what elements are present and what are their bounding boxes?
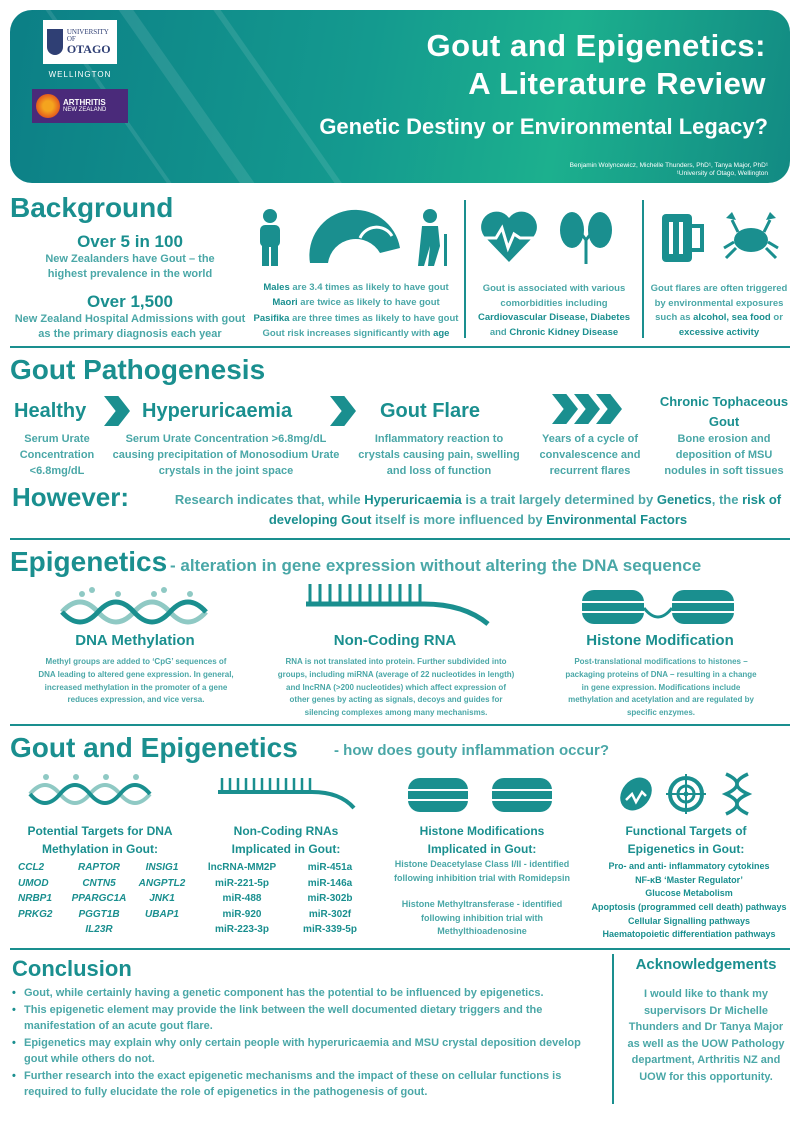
gout-epigenetics-heading: Gout and Epigenetics	[10, 732, 298, 763]
list-item: • Epigenetics may explain why only certain people with hyperuricaemia and MSU crystal deposition develop gout while others do not.	[12, 1036, 604, 1068]
dna-methylation-icon	[30, 772, 150, 806]
flare-triggers-text: Gout flares are often triggered by environmental exposures such as alcohol, sea food or excessive activity	[650, 283, 788, 339]
comorbidities-text: Gout is associated with various comorbidities including Cardiovascular Disease, Diabetes and Chronic Kidney Disease	[477, 283, 631, 339]
spiral-shell-icon	[300, 208, 406, 268]
however-text: Research indicates that, while Hyperuricaemia is a trait largely determined by Genetics, the risk of developing Gout itself is more influenced by Environmental Factors	[174, 492, 782, 528]
dna-methylation-text: Methyl groups are added to ‘CpG’ sequences of DNA leading to altered gene expression. In general, increased methylation in the promoter of a gene reduces expression, and vice versa.	[38, 657, 234, 705]
dna-targets-list-b: RAPTOR CNTN5 PPARGC1A PGGT1B IL23R	[71, 862, 127, 935]
male-person-icon	[254, 208, 290, 268]
wellington-label: WELLINGTON	[48, 70, 112, 79]
list-item: • Further research into the exact epigenetic mechanisms and the impact of these on cellular functions is required to fully elucidate the role of epigenetics in the pathogenesis of gout.	[12, 1069, 604, 1101]
histone-targets-title: Histone Modifications Implicated in Gout:	[419, 824, 545, 856]
conclusion-heading: Conclusion	[12, 956, 132, 981]
histone-targets-text-2: Histone Methyltransferase - identified following inhibition trial with Methylthioadenosine	[401, 899, 563, 936]
section-divider	[10, 948, 790, 950]
elderly-person-icon	[412, 208, 458, 268]
histone-modification-title: Histone Modification	[586, 632, 734, 649]
list-item: • Gout, while certainly having a genetic component has the potential to be influenced by epigenetics.	[12, 986, 604, 1002]
functional-targets-list: Pro- and anti- inflammatory cytokines NF-κB ‘Master Regulator’ Glucose Metabolism Apoptosis (programmed cell death) pathways Cellular Signalling pathways Haematopoietic differentiation pathways	[591, 861, 787, 940]
otago-logo: UNIVERSITY OF OTAGO	[43, 20, 117, 64]
divider	[464, 200, 466, 338]
histone-modification-text: Post-translational modifications to histones – packaging proteins of DNA – resulting in a change in gene expression. Modifications include methylation and acetylation and are regulated by specific enzymes.	[565, 657, 757, 718]
ncrna-list-b: miR-451a miR-146a miR-302b miR-302f miR-339-5p	[303, 862, 357, 935]
however-label: However:	[12, 482, 130, 512]
dna-targets-list-c: INSIG1 ANGPTL2 JNK1 UBAP1	[138, 862, 186, 920]
title-line-1: Gout and Epigenetics:	[426, 28, 766, 63]
histone-targets-text-1: Histone Deacetylase Class I/II - identified following inhibition trial with Romidepsin	[394, 859, 570, 883]
section-divider	[10, 724, 790, 726]
header-banner	[10, 10, 790, 183]
chevron-right-icon	[330, 396, 356, 426]
functional-targets-title: Functional Targets of Epigenetics in Gout:	[625, 824, 747, 856]
risk-factors-text: Males are 3.4 times as likely to have gout Maori are twice as likely to have gout Pasifika are three times as likely to have gout Gout risk increases significantly with age	[253, 282, 459, 340]
crab-icon	[722, 208, 780, 264]
heart-ecg-icon	[478, 208, 540, 264]
section-divider	[10, 538, 790, 540]
stage-gout-flare: Gout Flare	[380, 400, 481, 422]
ncrna-title: Non-Coding RNAs Implicated in Gout:	[231, 824, 341, 856]
histone-icon	[582, 586, 738, 628]
title-line-2: A Literature Review	[468, 66, 766, 101]
histone-icon	[408, 776, 556, 816]
acknowledgements-heading: Acknowledgements	[635, 956, 777, 973]
epigenetics-tagline: - alteration in gene expression without altering the DNA sequence	[170, 556, 702, 575]
flower-icon	[36, 94, 60, 118]
logo-group	[32, 20, 128, 180]
dna-helix-icon	[722, 772, 752, 816]
beer-mug-icon	[660, 212, 704, 264]
non-coding-rna-title: Non-Coding RNA	[333, 632, 457, 649]
dna-targets-title: Potential Targets for DNA Methylation in Gout:	[27, 824, 173, 856]
dna-targets-list-a: CCL2 UMOD NRBP1 PRKG2	[18, 862, 53, 920]
chevron-right-icon	[104, 396, 130, 426]
background-heading: Background	[10, 192, 174, 223]
target-icon	[666, 774, 706, 814]
subtitle: Genetic Destiny or Environmental Legacy?	[319, 114, 768, 139]
crest-icon	[47, 29, 63, 55]
rna-strand-icon	[216, 778, 356, 812]
stage-healthy: Healthy	[14, 400, 87, 422]
mitochondria-icon	[616, 774, 656, 814]
stage-hyperuricaemia-text: Serum Urate Concentration >6.8mg/dL causing precipitation of Monosodium Urate crystals in the joint space	[112, 433, 340, 477]
divider	[612, 954, 614, 1104]
stage-hyperuricaemia: Hyperuricaemia	[142, 400, 293, 422]
divider	[642, 200, 644, 338]
list-item: • This epigenetic element may provide the link between the well documented dietary triggers and the manifestation of an acute gout flare.	[12, 1003, 604, 1035]
stage-cycle-text: Years of a cycle of convalescence and recurrent flares	[539, 433, 641, 477]
conclusion-list	[12, 986, 604, 1102]
acknowledgements-text: I would like to thank my supervisors Dr Michelle Thunders and Dr Tanya Major as well as the UOW Pathology department, Arthritis NZ and UOW for this opportunity.	[627, 988, 785, 1083]
stat-admissions: Over 1,500 New Zealand Hospital Admissions with gout as the primary diagnosis each year	[14, 292, 246, 341]
ncrna-list-a: lncRNA-MM2P miR-221-5p miR-488 miR-920 miR-223-3p	[207, 862, 277, 935]
stage-gout-flare-text: Inflammatory reaction to crystals causing pain, swelling and loss of function	[358, 433, 520, 477]
epigenetics-heading: Epigenetics	[10, 546, 168, 577]
kidneys-icon	[558, 208, 614, 264]
stage-chronic-tophaceous: Chronic Tophaceous Gout	[659, 394, 789, 429]
dna-methylation-icon	[62, 588, 212, 624]
dna-methylation-title: DNA Methylation	[75, 632, 195, 649]
authors: Benjamin Wolyncewicz, Michelle Thunders, PhD¹, Tanya Major, PhD¹ ¹University of Otago, Wellington	[569, 162, 768, 177]
stage-chronic-text: Bone erosion and deposition of MSU nodules in soft tissues	[664, 433, 784, 477]
stage-healthy-text: Serum Urate Concentration <6.8mg/dL	[19, 433, 95, 477]
section-divider	[10, 346, 790, 348]
rna-strand-icon	[304, 584, 490, 628]
non-coding-rna-text: RNA is not translated into protein. Further subdivided into groups, including miRNA (average of 22 nucleotides in length) and lncRNA (>200 nucleotides) which affect expression of other genes by acting as signals, decoys and guides for silencing complexes among many mechanisms.	[277, 657, 515, 718]
chevron-right-icon	[552, 394, 578, 424]
arthritis-nz-logo: ARTHRITIS NEW ZEALAND	[32, 89, 128, 123]
stat-prevalence: Over 5 in 100 New Zealanders have Gout – the highest prevalence in the world	[45, 232, 215, 281]
pathogenesis-heading: Gout Pathogenesis	[10, 354, 266, 385]
gout-epigenetics-tagline: - how does gouty inflammation occur?	[334, 742, 610, 759]
